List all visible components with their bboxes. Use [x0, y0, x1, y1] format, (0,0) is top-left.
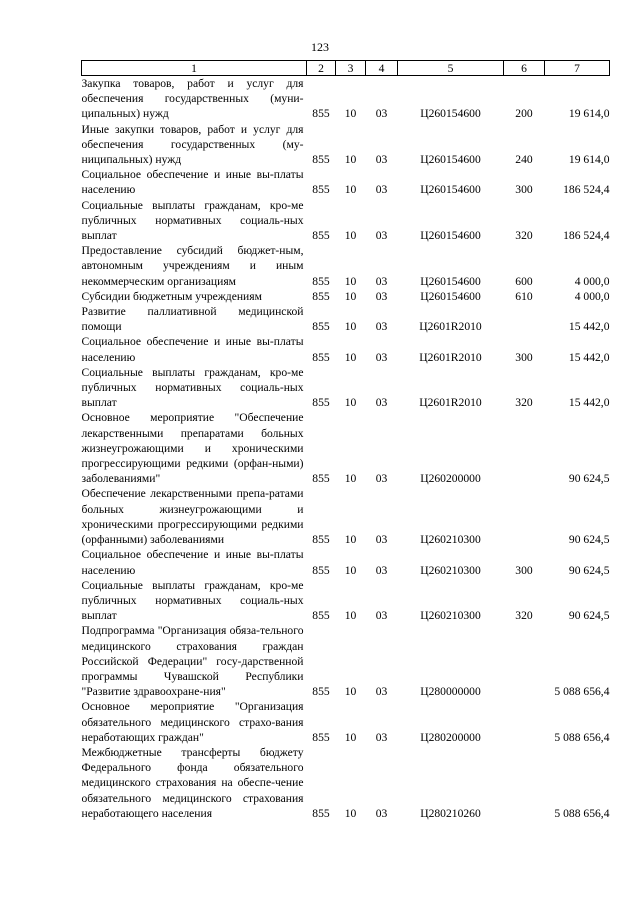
- section-code: 10: [344, 563, 357, 577]
- target-article-code: Ц260210300: [420, 609, 481, 623]
- target-article-code: Ц2601R2010: [419, 350, 482, 364]
- expense-type-code: [504, 304, 545, 334]
- section-code: 10: [344, 183, 357, 197]
- item-name: Социальное обеспечение и иные вы-платы населению: [81, 168, 304, 197]
- expense-type-code: 200: [515, 107, 533, 121]
- table-row: [82, 198, 610, 244]
- subsection-code: 03: [375, 229, 388, 243]
- table-row: [82, 547, 610, 577]
- target-article-code: Ц260154600: [420, 229, 481, 243]
- subsection-code: 03: [375, 107, 388, 121]
- section-code: 10: [344, 472, 357, 486]
- amount: 4 000,0: [574, 289, 610, 303]
- section-code: 10: [344, 685, 357, 699]
- expense-type-code: 300: [515, 183, 533, 197]
- header-cell-2: 2: [307, 61, 336, 76]
- item-name: Обеспечение лекарственными препа-ратами больных жизнеугрожающими и хроническими прогрессирующими редкими (орфанными) заболеваниями: [81, 487, 304, 547]
- item-name: Социальные выплаты гражданам, кро-ме публичных нормативных социаль-ных выплат: [81, 365, 304, 410]
- amount: 15 442,0: [568, 320, 610, 334]
- expense-type-code: [504, 623, 545, 699]
- section-code: 10: [344, 274, 357, 288]
- table-row: [82, 623, 610, 699]
- expense-type-code: 610: [515, 289, 533, 303]
- section-code: 10: [344, 350, 357, 364]
- expense-type-code: 240: [515, 153, 533, 167]
- target-article-code: Ц260154600: [420, 107, 481, 121]
- expense-type-code: [504, 410, 545, 486]
- subsection-code: 03: [375, 472, 388, 486]
- grbs-code: 855: [312, 472, 330, 486]
- subsection-code: 03: [375, 730, 388, 744]
- grbs-code: 855: [312, 730, 330, 744]
- subsection-code: 03: [375, 350, 388, 364]
- grbs-code: 855: [312, 153, 330, 167]
- subsection-code: 03: [375, 563, 388, 577]
- table-row: [82, 486, 610, 547]
- table-row: [82, 365, 610, 411]
- table-row: [82, 76, 610, 122]
- subsection-code: 03: [375, 289, 388, 303]
- expense-type-code: 320: [515, 609, 533, 623]
- header-cell-3: 3: [336, 61, 366, 76]
- table-body: [82, 76, 610, 821]
- grbs-code: 855: [312, 533, 330, 547]
- target-article-code: Ц260154600: [420, 274, 481, 288]
- table-row: [82, 289, 610, 304]
- item-name: Подпрограмма "Организация обяза-тельного медицинского страхования граждан Российской Федерации" госу-дарственной программы Чувашской Республики "Развитие здравоохране-ния": [81, 624, 304, 699]
- subsection-code: 03: [375, 320, 388, 334]
- subsection-code: 03: [375, 153, 388, 167]
- grbs-code: 855: [312, 274, 330, 288]
- subsection-code: 03: [375, 806, 388, 820]
- expense-type-code: 320: [515, 229, 533, 243]
- target-article-code: Ц280210260: [420, 806, 481, 820]
- item-name: Социальное обеспечение и иные вы-платы населению: [81, 335, 304, 364]
- table-row: [82, 304, 610, 334]
- target-article-code: Ц2601R2010: [419, 320, 482, 334]
- amount: 90 624,5: [568, 563, 610, 577]
- grbs-code: 855: [312, 609, 330, 623]
- table-row: [82, 167, 610, 197]
- target-article-code: Ц260154600: [420, 183, 481, 197]
- table-row: [82, 699, 610, 745]
- header-cell-6: 6: [504, 61, 545, 76]
- item-name: Основное мероприятие "Обеспечение лекарственными препаратами больных жизнеугрожающими и хроническими прогрессирующими редкими (орфан-ными) заболеваниями": [81, 411, 304, 486]
- header-row: [82, 61, 610, 76]
- subsection-code: 03: [375, 396, 388, 410]
- subsection-code: 03: [375, 609, 388, 623]
- header-cell-5: 5: [398, 61, 504, 76]
- amount: 186 524,4: [563, 229, 610, 243]
- subsection-code: 03: [375, 685, 388, 699]
- grbs-code: 855: [312, 396, 330, 410]
- item-name: Социальные выплаты гражданам, кро-ме публичных нормативных социаль-ных выплат: [81, 578, 304, 623]
- section-code: 10: [344, 396, 357, 410]
- item-name: Социальные выплаты гражданам, кро-ме публичных нормативных социаль-ных выплат: [81, 198, 304, 243]
- table-row: [82, 334, 610, 364]
- amount: 15 442,0: [568, 396, 610, 410]
- section-code: 10: [344, 107, 357, 121]
- item-name: Развитие паллиативной медицинской помощи: [81, 305, 304, 334]
- grbs-code: 855: [312, 183, 330, 197]
- section-code: 10: [344, 730, 357, 744]
- item-name: Предоставление субсидий бюджет-ным, автономным учреждениям и иным некоммерческим организациям: [81, 244, 304, 288]
- amount: 5 088 656,4: [554, 806, 610, 820]
- grbs-code: 855: [312, 685, 330, 699]
- section-code: 10: [344, 229, 357, 243]
- item-name: Социальное обеспечение и иные вы-платы населению: [81, 548, 304, 577]
- item-name: Межбюджетные трансферты бюджету Федерального фонда обязательного медицинского страхования на обеспе-чение обязательного медицинского страхования неработающего населения: [81, 745, 304, 820]
- amount: 186 524,4: [563, 183, 610, 197]
- amount: 19 614,0: [568, 107, 610, 121]
- item-name: Основное мероприятие "Организация обязательного медицинского страхо-вания неработающих граждан": [81, 700, 304, 744]
- table-header: [82, 61, 610, 76]
- expense-type-code: [504, 486, 545, 547]
- section-code: 10: [344, 289, 357, 303]
- table-row: [82, 122, 610, 168]
- target-article-code: Ц2601R2010: [419, 396, 482, 410]
- section-code: 10: [344, 153, 357, 167]
- grbs-code: 855: [312, 806, 330, 820]
- grbs-code: 855: [312, 229, 330, 243]
- amount: 19 614,0: [568, 153, 610, 167]
- grbs-code: 855: [312, 289, 330, 303]
- amount: 5 088 656,4: [554, 685, 610, 699]
- target-article-code: Ц280000000: [420, 685, 481, 699]
- expense-type-code: [504, 745, 545, 821]
- target-article-code: Ц260200000: [420, 472, 481, 486]
- table-row: [82, 745, 610, 821]
- target-article-code: Ц260210300: [420, 533, 481, 547]
- target-article-code: Ц260154600: [420, 289, 481, 303]
- header-cell-4: 4: [366, 61, 398, 76]
- amount: 5 088 656,4: [554, 730, 610, 744]
- grbs-code: 855: [312, 350, 330, 364]
- section-code: 10: [344, 806, 357, 820]
- amount: 90 624,5: [568, 609, 610, 623]
- amount: 90 624,5: [568, 533, 610, 547]
- table-row: [82, 410, 610, 486]
- expense-type-code: 320: [515, 396, 533, 410]
- section-code: 10: [344, 320, 357, 334]
- item-name: Иные закупки товаров, работ и услуг для обеспечения государственных (му-ниципальных) нужд: [81, 122, 304, 167]
- header-cell-1: 1: [82, 61, 307, 76]
- budget-table: [81, 60, 610, 821]
- section-code: 10: [344, 609, 357, 623]
- expense-type-code: 600: [515, 274, 533, 288]
- amount: 15 442,0: [568, 350, 610, 364]
- table-row: [82, 243, 610, 289]
- header-cell-7: 7: [545, 61, 610, 76]
- subsection-code: 03: [375, 533, 388, 547]
- target-article-code: Ц260210300: [420, 563, 481, 577]
- grbs-code: 855: [312, 320, 330, 334]
- page-number: 123: [311, 40, 329, 54]
- subsection-code: 03: [375, 183, 388, 197]
- grbs-code: 855: [312, 563, 330, 577]
- expense-type-code: 300: [515, 563, 533, 577]
- amount: 4 000,0: [574, 274, 610, 288]
- subsection-code: 03: [375, 274, 388, 288]
- section-code: 10: [344, 533, 357, 547]
- table-row: [82, 578, 610, 624]
- amount: 90 624,5: [568, 472, 610, 486]
- target-article-code: Ц280200000: [420, 730, 481, 744]
- item-name: Субсидии бюджетным учреждениям: [81, 289, 262, 303]
- expense-type-code: 300: [515, 350, 533, 364]
- expense-type-code: [504, 699, 545, 745]
- grbs-code: 855: [312, 107, 330, 121]
- target-article-code: Ц260154600: [420, 153, 481, 167]
- item-name: Закупка товаров, работ и услуг для обеспечения государственных (муни-ципальных) нужд: [81, 77, 304, 121]
